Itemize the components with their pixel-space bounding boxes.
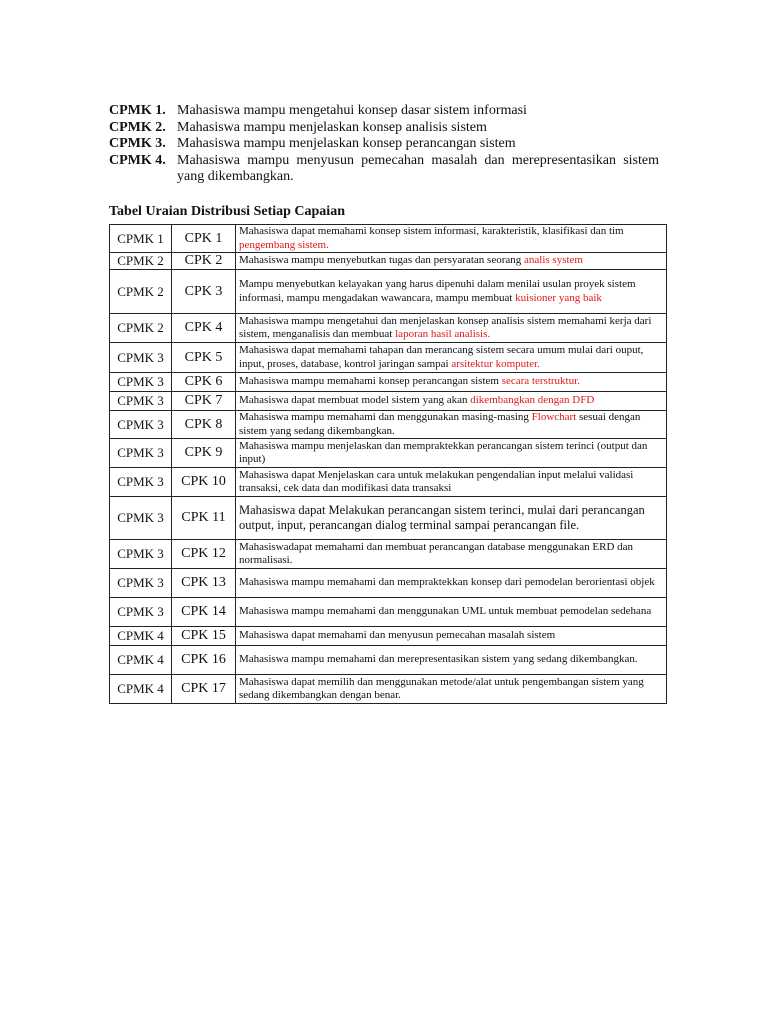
highlight-text: Flowchart bbox=[531, 411, 577, 424]
table-row bbox=[110, 646, 667, 675]
description-text: Mahasiswa dapat memahami konsep sistem informasi, karakteristik, klasifikasi dan tim bbox=[239, 225, 624, 238]
table-row bbox=[110, 497, 667, 540]
description-text: Mahasiswa dapat Melakukan perancangan sistem terinci, mulai dari perancangan output, input, perancangan dialog terminal sampai perancangan file. bbox=[239, 503, 645, 532]
cpk-cell: CPK 7 bbox=[172, 392, 236, 411]
description-cell bbox=[236, 439, 667, 468]
highlight-text: analis system bbox=[524, 254, 583, 267]
cpmk-text: Mahasiswa mampu menjelaskan konsep analisis sistem bbox=[177, 119, 487, 135]
description-cell bbox=[236, 373, 667, 392]
cpmk-cell: CPMK 3 bbox=[110, 497, 172, 540]
description-text: Mahasiswa mampu memahami dan menggunakan UML untuk membuat pemodelan sedehana bbox=[239, 605, 652, 618]
cpmk-cell: CPMK 2 bbox=[110, 253, 172, 270]
cpmk-code: CPMK 3. bbox=[109, 136, 166, 151]
cpmk-cell: CPMK 2 bbox=[110, 314, 172, 343]
description-text-after: sesuai dengan sistem yang sedang dikembangkan. bbox=[239, 411, 641, 437]
description-cell bbox=[236, 646, 667, 675]
description-cell bbox=[236, 343, 667, 373]
description-text: Mahasiswa mampu memahami dan mempraktekkan konsep dari pemodelan berorientasi objek bbox=[239, 576, 655, 589]
description-cell bbox=[236, 411, 667, 439]
cpmk-text: Mahasiswa mampu menyusun pemecahan masalah dan merepresentasikan sistem yang dikembangkan. bbox=[177, 152, 659, 184]
highlight-text: arsitektur komputer. bbox=[451, 357, 540, 370]
highlight-text: dikembangkan dengan DFD bbox=[470, 394, 595, 407]
cpk-cell: CPK 17 bbox=[172, 675, 236, 704]
cpmk-cell: CPMK 3 bbox=[110, 411, 172, 439]
distribution-table bbox=[109, 224, 667, 704]
description-text: Mahasiswa dapat memahami dan menyusun pemecahan masalah sistem bbox=[239, 629, 556, 642]
table-row bbox=[110, 540, 667, 569]
cpmk-text: Mahasiswa mampu mengetahui konsep dasar sistem informasi bbox=[177, 103, 527, 118]
table-row bbox=[110, 598, 667, 627]
cpk-cell: CPK 16 bbox=[172, 646, 236, 675]
table-row bbox=[110, 675, 667, 704]
cpk-cell: CPK 11 bbox=[172, 497, 236, 540]
description-text: Mahasiswa dapat membuat model sistem yang akan bbox=[239, 394, 471, 407]
table-row bbox=[110, 627, 667, 646]
cpmk-cell: CPMK 3 bbox=[110, 569, 172, 598]
cpmk-cell: CPMK 2 bbox=[110, 270, 172, 314]
cpk-cell: CPK 15 bbox=[172, 627, 236, 646]
cpk-cell: CPK 13 bbox=[172, 569, 236, 598]
table-row bbox=[110, 468, 667, 497]
cpmk-cell: CPMK 3 bbox=[110, 598, 172, 627]
description-cell bbox=[236, 468, 667, 497]
cpmk-cell: CPMK 4 bbox=[110, 627, 172, 646]
description-text: Mahasiswa dapat memahami tahapan dan merancang sistem secara umum mulai dari ouput, input, proses, database, kontrol jaringan sampai bbox=[239, 344, 644, 370]
highlight-text: secara terstruktur. bbox=[501, 375, 580, 388]
cpmk-item bbox=[109, 136, 659, 153]
table-body bbox=[110, 225, 667, 704]
description-text: Mahasiswa mampu mengetahui dan menjelaskan konsep analisis sistem memahami kerja dari sistem, menganalisis dan membuat bbox=[239, 314, 652, 340]
cpk-cell: CPK 12 bbox=[172, 540, 236, 569]
cpmk-item bbox=[109, 120, 659, 137]
table-row bbox=[110, 392, 667, 411]
description-cell bbox=[236, 598, 667, 627]
table-row bbox=[110, 270, 667, 314]
cpk-cell: CPK 4 bbox=[172, 314, 236, 343]
description-cell bbox=[236, 540, 667, 569]
cpk-cell: CPK 9 bbox=[172, 439, 236, 468]
cpmk-code: CPMK 4. bbox=[109, 152, 166, 168]
cpmk-cell: CPMK 3 bbox=[110, 343, 172, 373]
cpmk-code: CPMK 2. bbox=[109, 119, 166, 135]
cpk-cell: CPK 14 bbox=[172, 598, 236, 627]
cpmk-text: Mahasiswa mampu menjelaskan konsep perancangan sistem bbox=[177, 136, 516, 151]
cpk-cell: CPK 1 bbox=[172, 225, 236, 253]
description-text: Mahasiswadapat memahami dan membuat perancangan database menggunakan ERD dan normalisasi. bbox=[239, 540, 634, 566]
cpk-cell: CPK 5 bbox=[172, 343, 236, 373]
description-text: Mahasiswa mampu memahami dan merepresentasikan sistem yang sedang dikembangkan. bbox=[239, 653, 638, 666]
description-text: Mahasiswa mampu menjelaskan dan mempraktekkan perancangan sistem terinci (output dan input) bbox=[239, 439, 648, 465]
description-text: Mahasiswa mampu memahami konsep perancangan sistem bbox=[239, 375, 502, 388]
cpk-cell: CPK 2 bbox=[172, 253, 236, 270]
table-row bbox=[110, 373, 667, 392]
table-row bbox=[110, 225, 667, 253]
highlight-text: kuisioner yang baik bbox=[515, 291, 602, 304]
description-cell bbox=[236, 392, 667, 411]
cpmk-cell: CPMK 1 bbox=[110, 225, 172, 253]
cpk-cell: CPK 6 bbox=[172, 373, 236, 392]
table-row bbox=[110, 343, 667, 373]
description-text: Mampu menyebutkan kelayakan yang harus dipenuhi dalam menilai usulan proyek sistem informasi, mampu mengadakan wawancara, mampu membuat bbox=[239, 278, 636, 304]
description-cell bbox=[236, 569, 667, 598]
cpmk-cell: CPMK 3 bbox=[110, 439, 172, 468]
cpmk-item bbox=[109, 103, 659, 120]
cpmk-cell: CPMK 3 bbox=[110, 373, 172, 392]
table-row bbox=[110, 569, 667, 598]
cpmk-cell: CPMK 3 bbox=[110, 392, 172, 411]
cpmk-cell: CPMK 3 bbox=[110, 468, 172, 497]
table-row bbox=[110, 253, 667, 270]
description-text: Mahasiswa mampu menyebutkan tugas dan persyaratan seorang bbox=[239, 254, 524, 267]
cpk-cell: CPK 8 bbox=[172, 411, 236, 439]
description-text: Mahasiswa dapat memilih dan menggunakan metode/alat untuk pengembangan sistem yang sedang dikembangkan dengan benar. bbox=[239, 675, 644, 701]
description-cell bbox=[236, 253, 667, 270]
cpk-cell: CPK 3 bbox=[172, 270, 236, 314]
cpmk-code: CPMK 1. bbox=[109, 103, 166, 118]
table-title: Tabel Uraian Distribusi Setiap Capaian bbox=[109, 204, 345, 219]
highlight-text: pengembang sistem. bbox=[239, 238, 329, 251]
description-text: Mahasiswa dapat Menjelaskan cara untuk melakukan pengendalian input melalui validasi transaksi, cek data dan modifikasi data transaksi bbox=[239, 468, 634, 494]
description-cell bbox=[236, 225, 667, 253]
description-cell bbox=[236, 675, 667, 704]
description-cell bbox=[236, 270, 667, 314]
description-text: Mahasiswa mampu memahami dan menggunakan masing-masing bbox=[239, 411, 532, 424]
table-row bbox=[110, 439, 667, 468]
table-row bbox=[110, 411, 667, 439]
description-cell bbox=[236, 627, 667, 646]
highlight-text: laporan hasil analisis. bbox=[395, 328, 491, 340]
cpmk-cell: CPMK 4 bbox=[110, 646, 172, 675]
cpmk-item bbox=[109, 153, 659, 186]
table-row bbox=[110, 314, 667, 343]
cpmk-list bbox=[109, 103, 659, 186]
description-cell bbox=[236, 497, 667, 540]
description-cell bbox=[236, 314, 667, 343]
cpk-cell: CPK 10 bbox=[172, 468, 236, 497]
cpmk-cell: CPMK 3 bbox=[110, 540, 172, 569]
cpmk-cell: CPMK 4 bbox=[110, 675, 172, 704]
